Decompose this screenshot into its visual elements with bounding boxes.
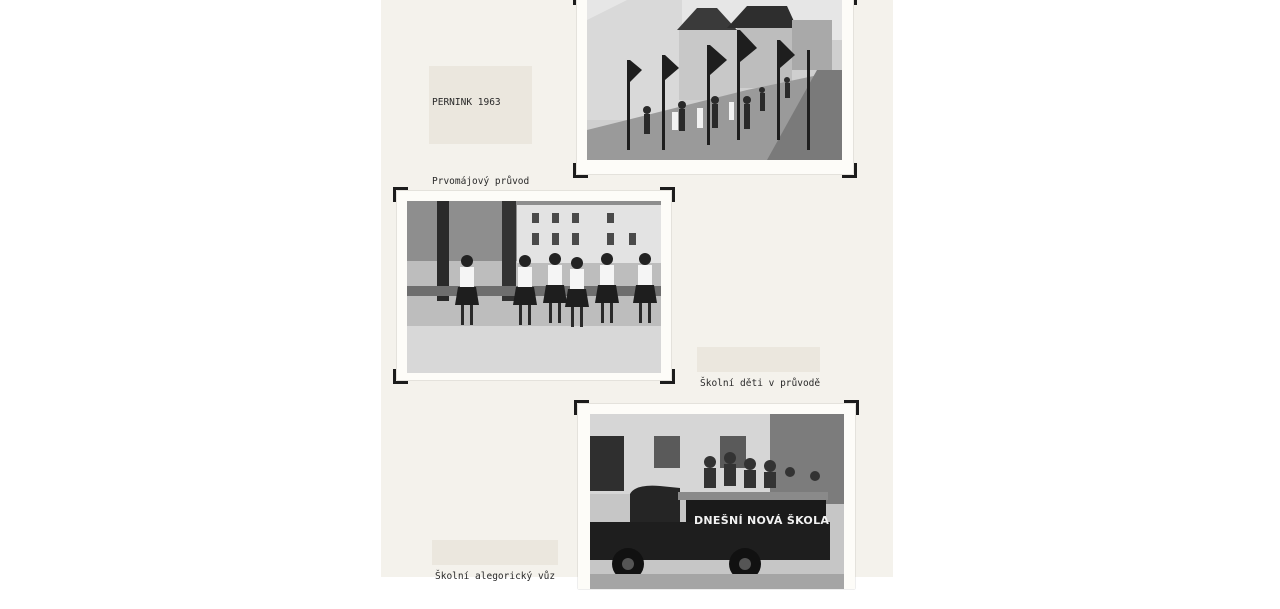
caption-allegorical-float <box>432 540 558 582</box>
photo-corner-icon <box>842 0 857 5</box>
photo-corner-icon <box>660 187 675 202</box>
album-page <box>381 0 893 582</box>
photo-parade-head <box>577 0 853 174</box>
truck-sign-text: DNEŠNÍ NOVÁ ŠKOLA <box>694 514 830 527</box>
photo-corner-icon <box>573 0 588 5</box>
caption-place-year: PERNINK 1963 <box>432 97 501 108</box>
photo-corner-icon <box>844 400 859 415</box>
photo-corner-icon <box>393 369 408 384</box>
photo-allegorical-float-image <box>590 414 844 589</box>
photo-corner-icon <box>660 369 675 384</box>
photo-corner-icon <box>393 187 408 202</box>
photo-school-children <box>397 191 671 380</box>
photo-corner-icon <box>574 400 589 415</box>
photo-school-children-image <box>407 201 661 373</box>
caption-school-children <box>697 347 821 389</box>
caption-line-1: Prvomájový průvod <box>432 176 530 187</box>
photo-corner-icon <box>842 163 857 178</box>
photo-allegorical-float <box>578 404 855 589</box>
photo-parade-head-image <box>587 0 842 160</box>
caption-parade-head <box>429 66 532 187</box>
photo-corner-icon <box>573 163 588 178</box>
caption-allegorical-float-text: Školní alegorický vůz <box>435 571 556 582</box>
caption-school-children-text: Školní děti v průvodě <box>700 378 821 389</box>
